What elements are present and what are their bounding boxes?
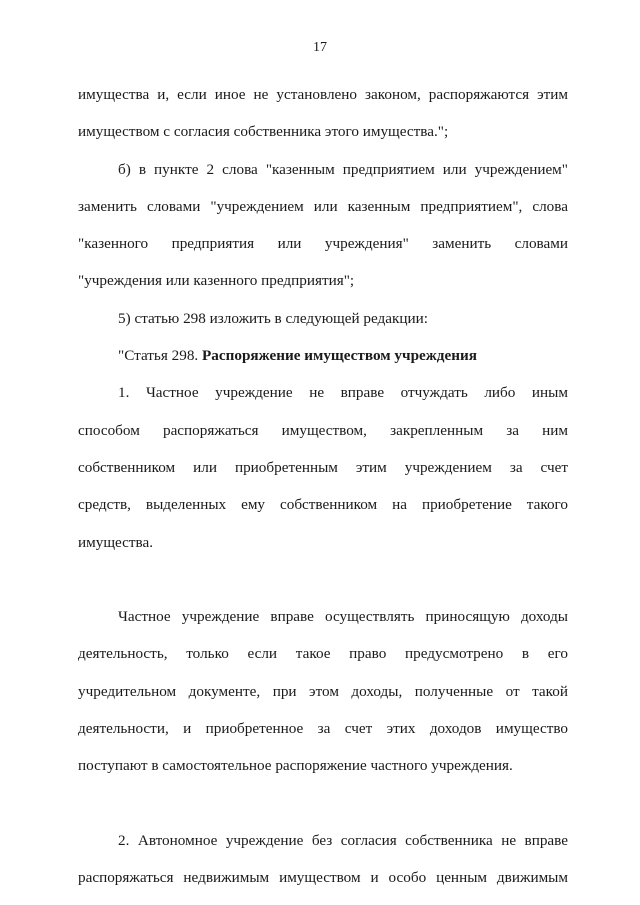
text-line: средств, выделенных ему собственником на приобретение такого [78, 496, 568, 514]
text-line: 5) статью 298 изложить в следующей редакции: [118, 309, 428, 327]
text-line: 2. Автономное учреждение без согласия собственника не вправе [118, 831, 568, 849]
text-line: имущества и, если иное не установлено законом, распоряжаются этим [78, 86, 568, 103]
text-line: деятельности, и приобретенное за счет этих доходов имущество [78, 720, 568, 738]
article-number: "Статья 298. [118, 347, 203, 365]
page-body [78, 76, 568, 897]
text-line: имущества. [78, 533, 154, 551]
text-line: "казенного предприятия или учреждения" заменить словами [78, 235, 568, 253]
text-line: 1. Частное учреждение не вправе отчуждать либо иным [118, 384, 568, 402]
paragraph-gap [78, 785, 568, 822]
text-line: распоряжаться недвижимым имуществом и особо ценным движимым [78, 869, 568, 887]
text-line: б) в пункте 2 слова "казенным предприятием или учреждением" [118, 160, 568, 178]
text-line: Частное учреждение вправе осуществлять приносящую доходы [118, 608, 568, 626]
page-number: 17 [313, 40, 327, 55]
paragraph-gap [78, 561, 568, 598]
text-line: "учреждения или казенного предприятия"; [78, 272, 355, 290]
article-heading [78, 337, 568, 374]
text-line: способом распоряжаться имуществом, закрепленным за ним [78, 421, 568, 439]
text-line: собственником или приобретенным этим учреждением за счет [78, 458, 568, 476]
text-line: деятельность, только если такое право предусмотрено в его [78, 645, 568, 663]
text-line: поступают в самостоятельное распоряжение частного учреждения. [78, 757, 513, 775]
article-title: Распоряжение имуществом учреждения [202, 347, 477, 365]
text-line: имуществом с согласия собственника этого имущества."; [78, 123, 449, 141]
text-line: заменить словами "учреждением или казенным предприятием", слова [78, 197, 568, 215]
text-line: учредительном документе, при этом доходы, полученные от такой [78, 682, 568, 700]
